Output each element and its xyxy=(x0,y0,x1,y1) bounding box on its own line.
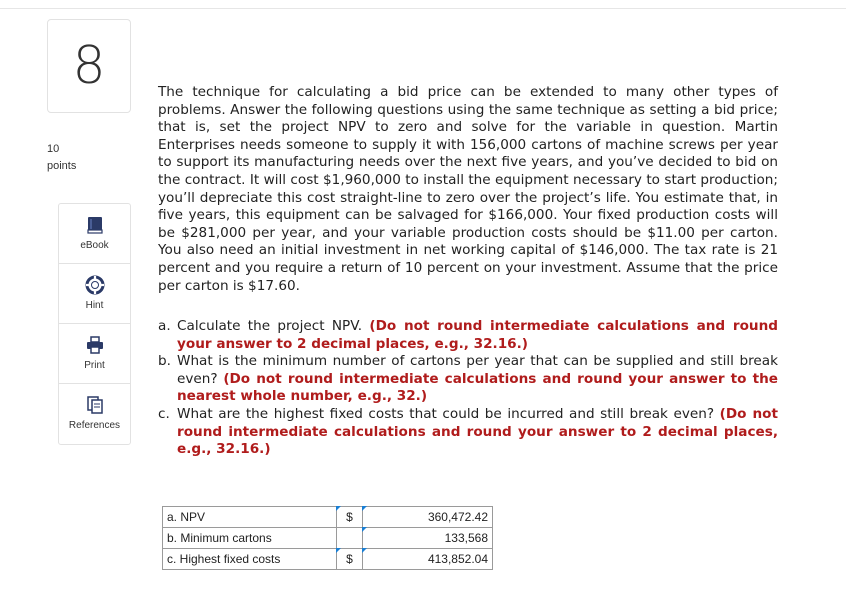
question-b xyxy=(158,353,778,406)
question-instruction: (Do not round intermediate calculations and round your answer to the nearest whole number, e.g., 32.) xyxy=(177,370,778,405)
answer-label: c. Highest fixed costs xyxy=(163,549,337,570)
points-label: points xyxy=(47,160,77,172)
question-letter: c. xyxy=(158,405,170,422)
question-text: What are the highest fixed costs that could be incurred and still break even? xyxy=(177,405,715,422)
question-text: Calculate the project NPV. xyxy=(177,318,363,334)
currency-cell xyxy=(337,507,363,528)
answer-row-npv xyxy=(163,507,493,528)
question-c xyxy=(158,406,778,459)
references-label: References xyxy=(68,420,121,431)
answer-cell xyxy=(363,549,493,570)
hint-button[interactable] xyxy=(59,264,130,324)
currency-symbol: $ xyxy=(346,552,353,566)
ebook-label: eBook xyxy=(80,240,109,251)
print-button[interactable] xyxy=(59,324,130,384)
question-number: 8 xyxy=(47,19,131,113)
printer-icon xyxy=(84,335,106,355)
tools-panel xyxy=(58,203,131,445)
fixed-costs-input[interactable] xyxy=(367,552,488,566)
edit-flag-icon xyxy=(336,506,341,511)
answer-row-min-cartons xyxy=(163,528,493,549)
documents-icon xyxy=(84,395,106,415)
print-label: Print xyxy=(84,360,105,371)
question-instruction: (Do not round intermediate calculations and round your answer to 2 decimal places, e.g., 32.16.) xyxy=(177,405,778,458)
hint-label: Hint xyxy=(85,300,104,311)
npv-input[interactable] xyxy=(367,510,488,524)
currency-cell xyxy=(337,549,363,570)
answer-row-fixed-costs xyxy=(163,549,493,570)
problem-statement: The technique for calculating a bid price can be extended to many other types of problems. Answer the following questions using the same technique as setting a bid price; that is, set the project NPV to zero and solve for the variable in question. Martin Enterprises needs someone to supply it with 156,000 cartons of machine screws per year to support its manufacturing needs over the next five years, and you’ve decided to bid on the contract. It will cost $1,960,000 to install the equipment necessary to start production; you’ll depreciate this cost straight-line to zero over the project’s life. You estimate that, in five years, this equipment can be salvaged for $166,000. Your fixed production costs will be $281,000 per year, and your variable production costs should be $11.00 per carton. You also need an initial investment in net working capital of $146,000. The tax rate is 21 percent and you require a return of 10 percent on your investment. Assume that the price per carton is $17.60. xyxy=(158,84,778,294)
question-instruction: (Do not round intermediate calculations and round your answer to 2 decimal places, e.g., 32.16.) xyxy=(177,318,778,352)
answer-cell xyxy=(363,528,493,549)
question-list xyxy=(158,318,778,459)
references-button[interactable] xyxy=(59,384,130,444)
currency-symbol: $ xyxy=(346,510,353,524)
lifebuoy-icon xyxy=(84,275,106,295)
top-divider xyxy=(0,8,846,9)
answer-table xyxy=(162,506,493,570)
question-letter: b. xyxy=(158,353,171,370)
edit-flag-icon xyxy=(336,548,341,553)
question-letter: a. xyxy=(158,318,171,334)
book-icon xyxy=(84,215,106,235)
answer-label: b. Minimum cartons xyxy=(163,528,337,549)
question-text: What is the minimum number of cartons per year that can be supplied and still break even? xyxy=(177,353,778,387)
ebook-button[interactable] xyxy=(59,204,130,264)
question-a xyxy=(158,318,778,353)
edit-flag-icon xyxy=(362,506,367,511)
currency-cell xyxy=(337,528,363,549)
answer-cell xyxy=(363,507,493,528)
min-cartons-input[interactable] xyxy=(367,531,488,545)
edit-flag-icon xyxy=(362,527,367,532)
points-value: 10 xyxy=(47,143,60,155)
points-info xyxy=(47,141,76,175)
edit-flag-icon xyxy=(362,548,367,553)
answer-label: a. NPV xyxy=(163,507,337,528)
